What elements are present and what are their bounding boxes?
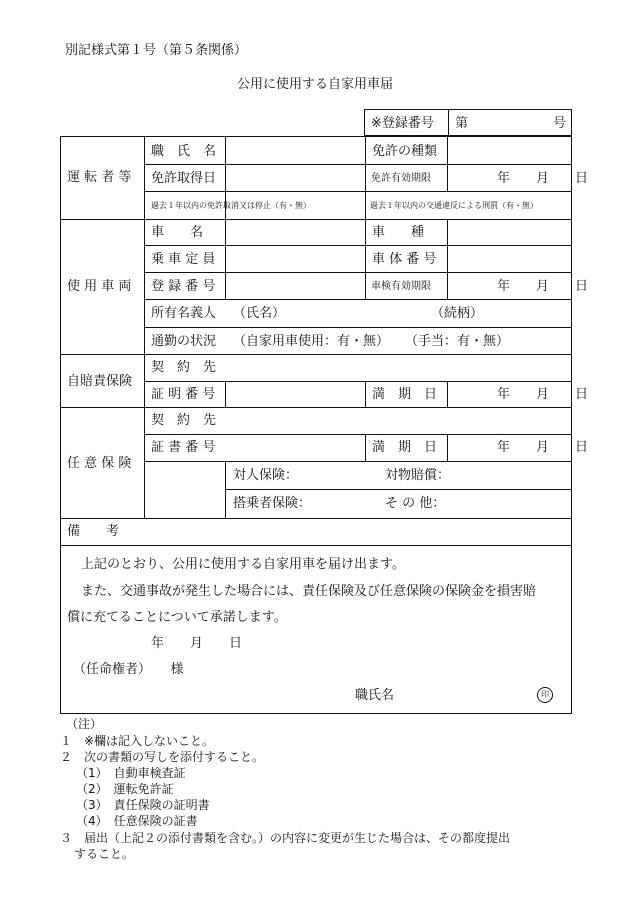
- voluntary-expiry-date: 年 月 日: [497, 440, 589, 455]
- declaration-line-3: 償に充てることについて承諾します。: [67, 610, 287, 625]
- compulsory-expiry-label: 満 期 日: [372, 387, 438, 402]
- vehicle-section-label: 使 用 車 両: [67, 279, 132, 294]
- registration-box: [364, 109, 572, 136]
- inspection-expiry-label: 車検有効期限: [371, 281, 431, 292]
- signer-label: 職氏名: [355, 688, 395, 703]
- declaration-line-1: 上記のとおり、公用に使用する自家用車を届け出ます。: [81, 557, 405, 572]
- license-type-label: 免許の種類: [372, 144, 438, 159]
- voluntary-insurance-label: 任 意 保 険: [67, 456, 132, 471]
- compulsory-cert-label: 証 明 番 号: [151, 387, 216, 402]
- vehicle-name-label: 車 名: [151, 225, 204, 240]
- other-coverage-label: そ の 他：: [385, 496, 446, 511]
- appointer-line: （任命権者） 様: [73, 662, 184, 677]
- voluntary-contractor-label: 契 約 先: [151, 413, 217, 428]
- form-number: 別記様式第１号（第５条関係）: [65, 43, 248, 58]
- penalty-history: 過去１年以内の交通違反による刑罰（有・無）: [370, 201, 538, 210]
- driver-name-label: 職 氏 名: [151, 144, 217, 159]
- compulsory-contractor-label: 契 約 先: [151, 360, 217, 375]
- registration-number-label: 登 録 番 号: [151, 279, 216, 294]
- note-2: ２ 次の書類の写しを添付すること。: [60, 750, 265, 764]
- note-2-item-4: （4） 任意保険の証書: [76, 814, 198, 828]
- owner-relation: （続柄）: [431, 306, 484, 321]
- owner-label: 所有名義人: [151, 306, 217, 321]
- driver-section-label: 運 転 者 等: [67, 170, 132, 185]
- note-3-line-1: ３ 届出（上記２の添付書類を含む。）の内容に変更が生じた場合は、その都度提出: [60, 831, 511, 845]
- registration-label: ※登録番号: [371, 116, 434, 131]
- registration-suffix: 号: [553, 116, 567, 131]
- license-expiry-date: 年 月 日: [497, 171, 589, 186]
- note-2-item-2: （2） 運転免許証: [76, 782, 174, 796]
- notes-heading: （注）: [66, 717, 103, 731]
- remarks-label: 備 考: [67, 524, 120, 539]
- passenger-coverage-label: 搭乗者保険：: [233, 496, 312, 511]
- license-expiry-label: 免許有効期限: [371, 173, 431, 184]
- property-coverage-label: 対物賠償：: [385, 468, 451, 483]
- suspension-history: 過去１年以内の免許取消又は停止（有・無）: [151, 201, 311, 210]
- voluntary-expiry-label: 満 期 日: [372, 440, 438, 455]
- note-2-item-1: （1） 自動車検査証: [76, 766, 186, 780]
- note-1: １ ※欄は記入しないこと。: [60, 734, 215, 748]
- vehicle-type-label: 車 種: [372, 225, 425, 240]
- license-date-label: 免許取得日: [151, 171, 217, 186]
- declaration-date: 年 月 日: [151, 636, 243, 651]
- inspection-expiry-date: 年 月 日: [497, 279, 589, 294]
- note-2-item-3: （3） 責任保険の証明書: [76, 798, 210, 812]
- application-form: [60, 136, 589, 714]
- seal-icon: 印: [537, 687, 553, 703]
- compulsory-insurance-label: 自賠責保険: [67, 374, 133, 389]
- capacity-label: 乗 車 定 員: [151, 252, 216, 267]
- note-3-line-2: すること。: [74, 847, 135, 861]
- personal-coverage-label: 対人保険：: [233, 468, 299, 483]
- compulsory-expiry-date: 年 月 日: [497, 387, 589, 402]
- owner-name: （氏名）: [233, 306, 286, 321]
- chassis-number-label: 車 体 番 号: [372, 252, 437, 267]
- page-title: 公用に使用する自家用車届: [236, 77, 393, 92]
- commute-allowance: （手当：有・無）: [405, 334, 510, 349]
- registration-prefix: 第: [455, 116, 469, 131]
- commute-label: 通勤の状況: [151, 334, 217, 349]
- declaration-line-2: また、交通事故が発生した場合には、責任保険及び任意保険の保険金を損害賠: [81, 584, 537, 599]
- commute-use: （自家用車使用：有・無）: [233, 334, 390, 349]
- voluntary-cert-label: 証 書 番 号: [151, 440, 216, 455]
